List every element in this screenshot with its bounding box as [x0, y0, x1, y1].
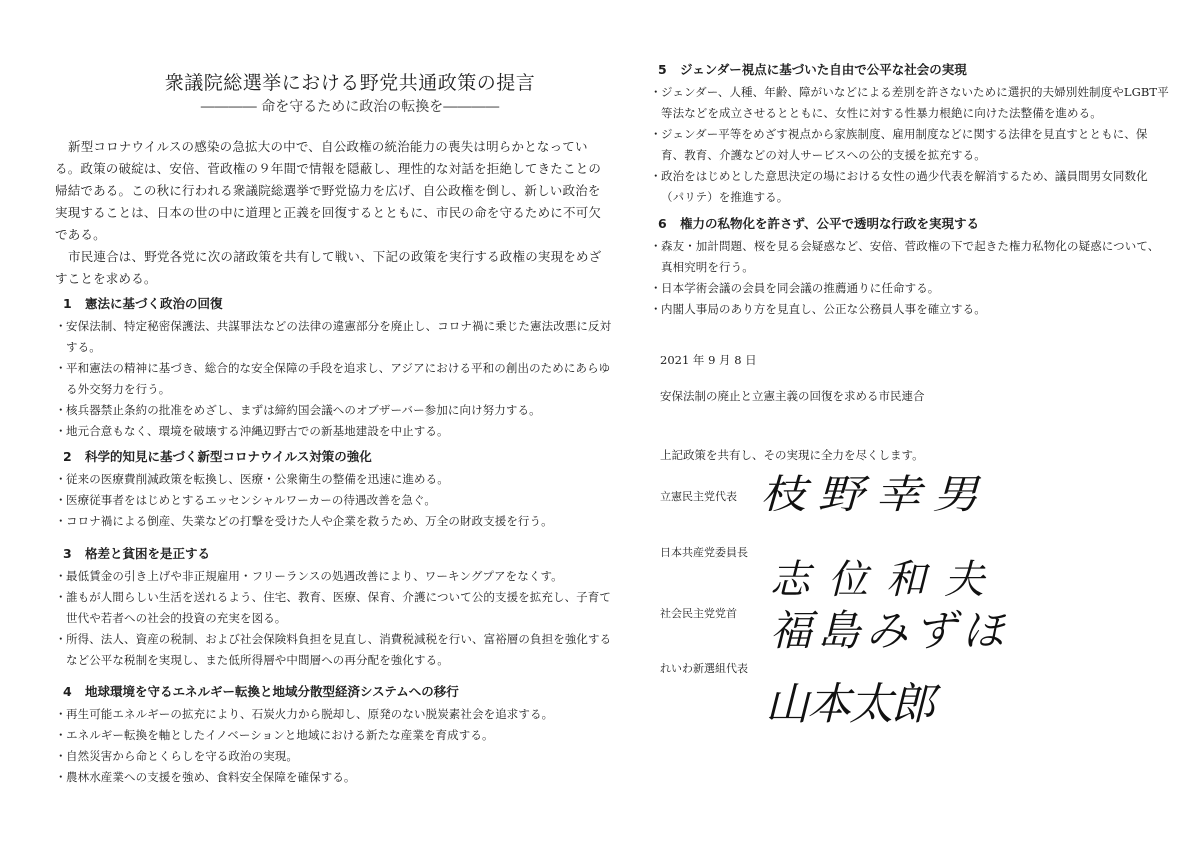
policy-item: ・ 農林水産業への支援を強め、食料安全保障を確保する。	[55, 767, 615, 788]
policy-section-6	[650, 214, 1170, 320]
policy-section-5	[650, 60, 1170, 208]
policy-item: ・ 核兵器禁止条約の批准をめざし、まずは締約国会議へのオブザーバー参加に向け努力する。	[55, 400, 615, 421]
policy-section-4	[55, 682, 615, 788]
intro-paragraph: 新型コロナウイルスの感染の急拡大の中で、自公政権の統治能力の喪失は明らかとなっている。政策の破綻は、安倍、菅政権の９年間で情報を隠蔽し、理性的な対話を拒絶してきたことの帰結である。この秋に行われる衆議院総選挙で野党協力を広げ、自公政権を倒し、新しい政治を実現することは、日本の世の中に道理と正義を回復するとともに、市民の命を守るために不可欠である。	[55, 139, 602, 242]
policy-section-3	[55, 544, 615, 671]
policy-item: ・ 誰もが人間らしい生活を送れるよう、住宅、教育、医療、保育、介護について公的支援を拡充し、子育て世代や若者への社会的投資の充実を図る。	[55, 587, 615, 629]
policy-section-2	[55, 447, 615, 532]
section-heading: 6 権力の私物化を許さず、公平で透明な行政を実現する	[658, 216, 980, 231]
intro-paragraph: 市民連合は、野党各党に次の諸政策を共有して戦い、下記の政策を実行する政権の実現をめざすことを求める。	[55, 249, 602, 286]
signature-edano: 枝野幸男	[760, 472, 990, 518]
pledge-statement: 上記政策を共有し、その実現に全力を尽くします。	[660, 448, 924, 462]
intro-text	[55, 136, 610, 290]
policy-item: ・ 安保法制、特定秘密保護法、共謀罪法などの法律の違憲部分を廃止し、コロナ禍に乗じた憲法改悪に反対する。	[55, 316, 615, 358]
policy-item: ・ 内閣人事局のあり方を見直し、公正な公務員人事を確立する。	[650, 299, 1170, 320]
section-heading: 2 科学的知見に基づく新型コロナウイルス対策の強化	[63, 449, 372, 464]
policy-section-1	[55, 294, 615, 442]
party-label-sdp: 社会民主党党首	[660, 607, 737, 620]
section-heading: 3 格差と貧困を是正する	[63, 546, 211, 561]
document-title: 衆議院総選挙における野党共通政策の提言	[164, 72, 536, 94]
signature-fukushima: 福島みずほ	[770, 606, 1011, 655]
party-label-cdp: 立憲民主党代表	[660, 490, 737, 503]
document-subtitle: ―――― 命を守るために政治の転換を――――	[200, 99, 500, 115]
organization-name: 安保法制の廃止と立憲主義の回復を求める市民連合	[660, 389, 925, 403]
policy-item: ・ ジェンダー平等をめざす視点から家族制度、雇用制度などに関する法律を見直すとともに、保育、教育、介護などの対人サービスへの公的支援を拡充する。	[650, 124, 1170, 166]
policy-item: ・ 再生可能エネルギーの拡充により、石炭火力から脱却し、原発のない脱炭素社会を追求する。	[55, 704, 615, 725]
policy-item: ・ 政治をはじめとした意思決定の場における女性の過少代表を解消するため、議員間男女同数化（パリテ）を推進する。	[650, 166, 1170, 208]
policy-item: ・ コロナ禍による倒産、失業などの打撃を受けた人や企業を救うため、万全の財政支援を行う。	[55, 511, 615, 532]
section-heading: 5 ジェンダー視点に基づいた自由で公平な社会の実現	[658, 62, 967, 77]
policy-item: ・ 自然災害から命とくらしを守る政治の実現。	[55, 746, 615, 767]
policy-item: ・ エネルギー転換を軸としたイノベーションと地域における新たな産業を育成する。	[55, 725, 615, 746]
section-heading: 4 地球環境を守るエネルギー転換と地域分散型経済システムへの移行	[63, 684, 459, 699]
section-heading: 1 憲法に基づく政治の回復	[63, 296, 223, 311]
party-label-jcp: 日本共産党委員長	[660, 546, 748, 559]
party-label-reiwa: れいわ新選組代表	[660, 662, 748, 675]
policy-item: ・ 医療従事者をはじめとするエッセンシャルワーカーの待遇改善を急ぐ。	[55, 490, 615, 511]
policy-item: ・ 所得、法人、資産の税制、および社会保険料負担を見直し、消費税減税を行い、富裕層の負担を強化するなど公平な税制を実現し、また低所得層や中間層への再分配を強化する。	[55, 629, 615, 671]
signature-shii: 志位和夫	[770, 557, 1002, 603]
policy-item: ・ ジェンダー、人種、年齢、障がいなどによる差別を許さないために選択的夫婦別姓制度やLGBT平等法などを成立させるとともに、女性に対する性暴力根絶に向けた法整備を進める。	[650, 82, 1170, 124]
policy-item: ・ 地元合意もなく、環境を破壊する沖縄辺野古での新基地建設を中止する。	[55, 421, 615, 442]
policy-item: ・ 平和憲法の精神に基づき、総合的な安全保障の手段を追求し、アジアにおける平和の創出のためにあらゆる外交努力を行う。	[55, 358, 615, 400]
signature-yamamoto: 山本太郎	[765, 679, 933, 730]
policy-item: ・ 森友・加計問題、桜を見る会疑惑など、安倍、菅政権の下で起きた権力私物化の疑惑について、真相究明を行う。	[650, 236, 1170, 278]
policy-item: ・ 最低賃金の引き上げや非正規雇用・フリーランスの処遇改善により、ワーキングプアをなくす。	[55, 566, 615, 587]
document-date: 2021 年 9 月 8 日	[660, 353, 757, 367]
policy-item: ・ 日本学術会議の会員を同会議の推薦通りに任命する。	[650, 278, 1170, 299]
policy-item: ・ 従来の医療費削減政策を転換し、医療・公衆衛生の整備を迅速に進める。	[55, 469, 615, 490]
